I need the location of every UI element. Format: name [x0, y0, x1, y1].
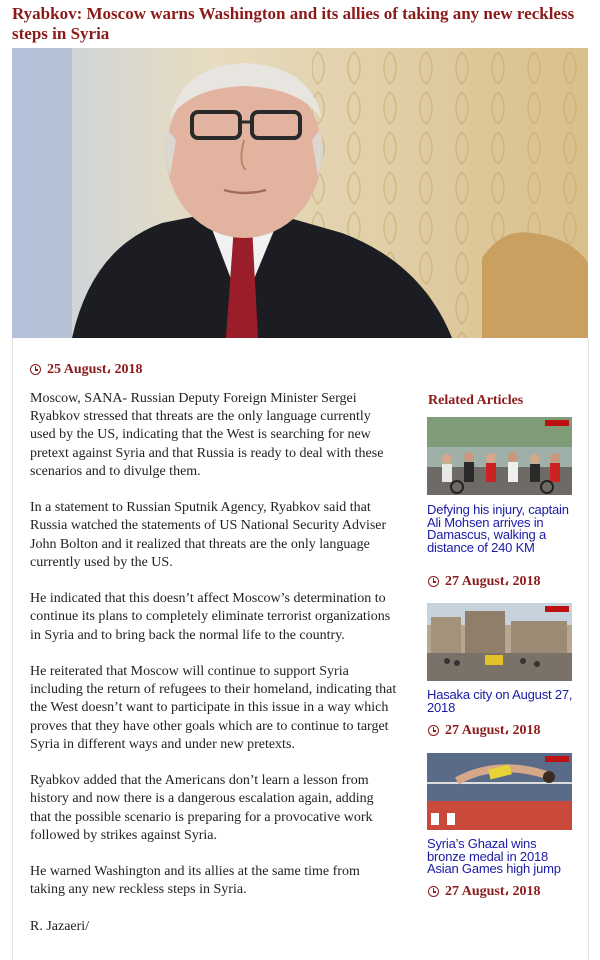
- related-article-link[interactable]: Hasaka city on August 27, 2018: [427, 687, 573, 715]
- related-article-date: [428, 573, 541, 590]
- article-title: Ryabkov: Moscow warns Washington and its allies of taking any new reckless steps in Syria: [12, 4, 575, 43]
- related-thumbnail[interactable]: [427, 753, 572, 830]
- article-hero-image: [12, 48, 588, 338]
- article-paragraph: In a statement to Russian Sputnik Agency, Ryabkov said that Russia watched the statements of US National Security Adviser John Bolton and it realized that threats are the only language currently used by the US.: [30, 500, 387, 570]
- clock-icon: [428, 725, 439, 736]
- related-article-date-text: 27 August، 2018: [445, 574, 541, 589]
- related-article-link[interactable]: Syria’s Ghazal wins bronze medal in 2018 Asian Games high jump: [427, 836, 561, 876]
- clock-icon: [428, 576, 439, 587]
- related-thumbnail[interactable]: [427, 603, 572, 681]
- article-signature: R. Jazaeri/: [30, 918, 90, 934]
- related-article-date: [428, 722, 541, 739]
- article-paragraph: He warned Washington and its allies at the same time from taking any new reckless steps in Syria.: [30, 864, 360, 898]
- article-paragraph: Ryabkov added that the Americans don’t learn a lesson from history and now there is a dangerous escalation again, adding that the possible scenario is preparing for a provocative work followed by strikes against Syria.: [30, 773, 374, 843]
- clock-icon: [30, 364, 41, 375]
- article-date-text: 25 August، 2018: [47, 362, 143, 377]
- related-article-date: [428, 883, 541, 900]
- related-thumbnail[interactable]: [427, 417, 572, 495]
- related-articles-heading: Related Articles: [428, 393, 524, 408]
- article-date: [30, 361, 143, 378]
- article-paragraph: Moscow, SANA- Russian Deputy Foreign Minister Sergei Ryabkov stressed that threats are the only language currently used by the US, indicating that the West is searching for new pretext against Syria and that Russia is ready to deal with these scenarios and to divulge them.: [30, 391, 384, 479]
- related-article-link[interactable]: Defying his injury, captain Ali Mohsen arrives in Damascus, walking a distance of 240 KM: [427, 502, 569, 555]
- article-paragraph: He reiterated that Moscow will continue to support Syria including the return of refugees to their homeland, indicating that the West doesn’t want to participate in this issue in a way which proves that they have other goals which are to continue to target Syria in different ways and under new pretexts.: [30, 664, 397, 752]
- clock-icon: [428, 886, 439, 897]
- related-article-date-text: 27 August، 2018: [445, 884, 541, 899]
- article-body: [30, 390, 398, 954]
- article-paragraph: He indicated that this doesn’t affect Moscow’s determination to continue its plans to completely eliminate terrorist organizations in Syria and to bring back the normal life to the country.: [30, 591, 391, 643]
- related-article-date-text: 27 August، 2018: [445, 723, 541, 738]
